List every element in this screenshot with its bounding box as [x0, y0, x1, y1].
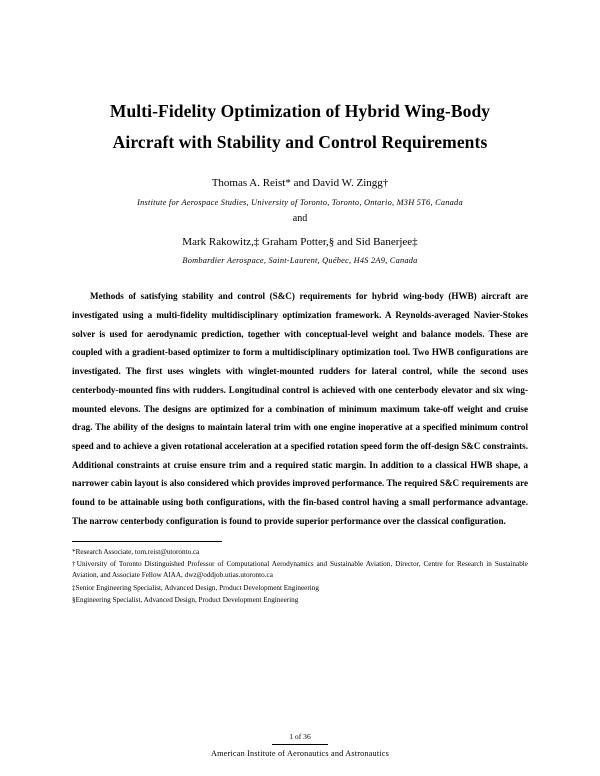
organization-name: American Institute of Aeronautics and Astronautics	[210, 749, 390, 758]
footnotes	[72, 547, 528, 607]
footnote-divider	[72, 541, 222, 542]
authors-primary: Thomas A. Reist* and David W. Zingg†	[211, 177, 389, 190]
abstract-body	[72, 287, 528, 530]
affiliation-secondary: Bombardier Aerospace, Saint-Laurent, Québec, H4S 2A9, Canada	[182, 256, 418, 266]
footnote-item: ‡Senior Engineering Specialist, Advanced Design, Product Development Engineering	[72, 583, 319, 592]
page-number: 1 of 36	[289, 732, 311, 741]
page-title	[72, 96, 528, 157]
footer-divider	[272, 744, 328, 745]
title-line-1: Multi-Fidelity Optimization of Hybrid Wing-Body	[109, 101, 491, 121]
footnote-item: †University of Toronto Distinguished Professor of Computational Aerodynamics and Sustainable Aviation, Director, Centre for Research in Sustainable Aviation, and Associate Fellow AIAA, dwz@oddjob.utias.utoronto.ca	[72, 559, 528, 580]
title-line-2: Aircraft with Stability and Control Requirements	[112, 131, 488, 152]
authors-conjunction: and	[292, 212, 308, 224]
footnote-item: §Engineering Specialist, Advanced Design, Product Development Engineering	[72, 595, 299, 604]
page-footer	[0, 732, 600, 758]
abstract-text: Methods of satisfying stability and control (S&C) requirements for hybrid wing-body (HWB) aircraft are investigated using a multi-fidelity multidisciplinary optimization framework. A Reynolds-averaged Navier-Stokes solver is used for aerodynamic prediction, together with conceptual-level weight and balance models. These are coupled with a gradient-based optimizer to form a multidisciplinary optimization tool. Two HWB configurations are investigated. The first uses winglets with winglet-mounted rudders for lateral control, while the second uses centerbody-mounted fins with rudders. Longitudinal control is achieved with one centerbody elevator and six wing-mounted elevons. The designs are optimized for a combination of minimum maximum take-off weight and cruise drag. The ability of the designs to maintain lateral trim with one engine inoperative at a specified minimum control speed and to achieve a given rotational acceleration at a specified rotation speed form the off-design S&C constraints. Additional constraints at cruise ensure trim and a required static margin. In addition to a classical HWB shape, a narrower cabin layout is also considered which provides improved performance. The required S&C requirements are found to be attainable using both configurations, with the fin-based control having a small performance advantage. The narrow centerbody configuration is found to provide superior performance over the classical configuration.	[72, 291, 528, 526]
footnote-item: *Research Associate, tom.reist@utoronto.ca	[72, 547, 200, 556]
authors-secondary: Mark Rakowitz,‡ Graham Potter,§ and Sid Banerjee‡	[182, 235, 418, 248]
affiliation-primary: Institute for Aerospace Studies, University of Toronto, Toronto, Ontario, M3H 5T6, Canada	[137, 197, 463, 207]
